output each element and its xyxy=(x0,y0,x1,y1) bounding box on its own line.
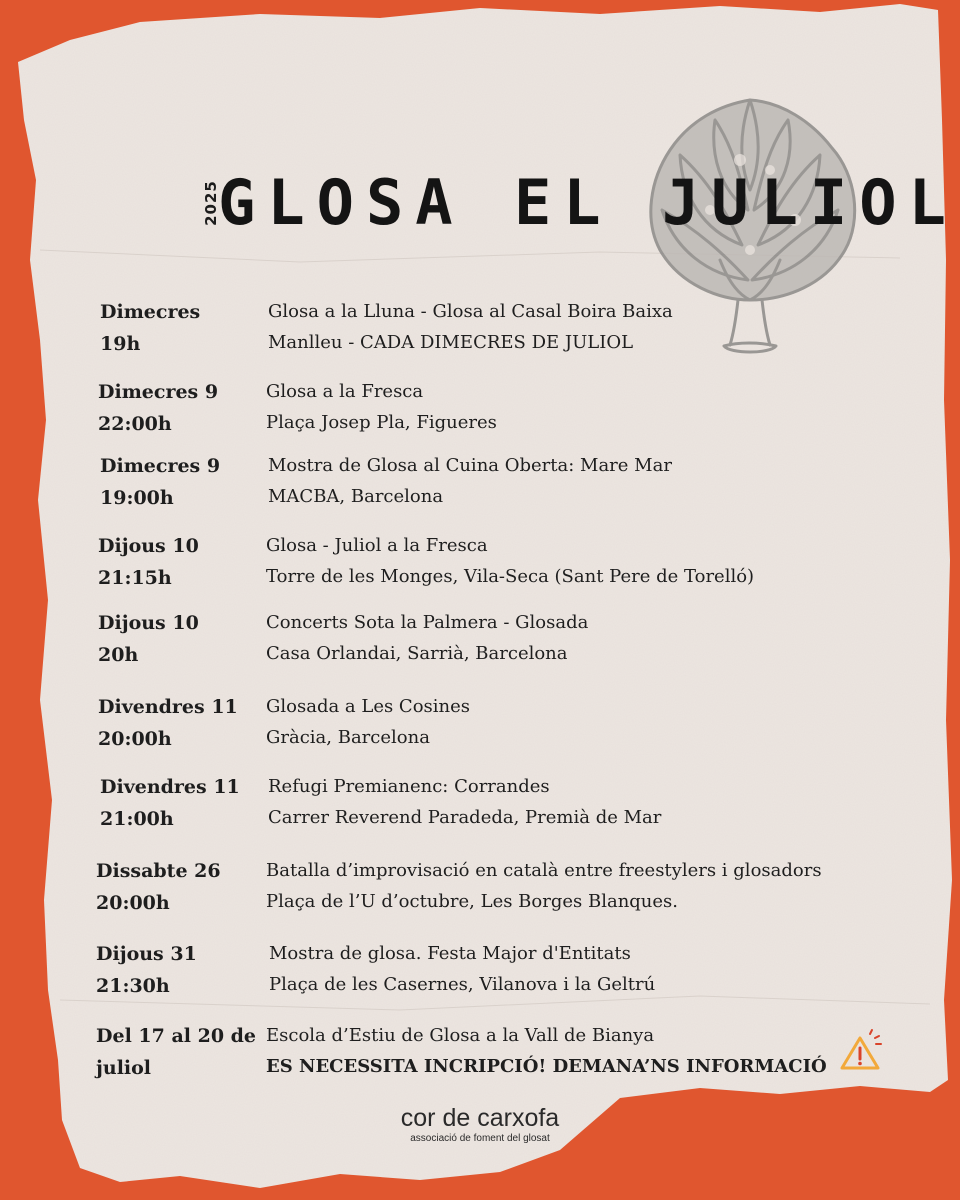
event-datetime xyxy=(100,771,265,835)
event-details xyxy=(266,607,588,669)
event-details xyxy=(266,691,470,753)
event-title: Mostra de Glosa al Cuina Oberta: Mare Mar xyxy=(268,455,672,476)
event-day: Dijous 10 xyxy=(98,535,199,557)
event-place: Plaça de les Casernes, Vilanova i la Geltrú xyxy=(269,974,656,995)
event-place: Gràcia, Barcelona xyxy=(266,727,430,748)
event-place: Plaça Josep Pla, Figueres xyxy=(266,412,497,433)
event-item xyxy=(98,376,898,440)
event-title: Batalla d’improvisació en català entre freestylers i glosadors xyxy=(266,860,822,881)
event-place: Manlleu - CADA DIMECRES DE JULIOL xyxy=(268,332,634,353)
event-item xyxy=(98,530,898,594)
event-day: Dimecres 9 xyxy=(98,381,219,403)
event-day: Del 17 al 20 de xyxy=(96,1025,257,1047)
event-place: ES NECESSITA INCRIPCIÓ! DEMANA’NS INFORMACIÓ xyxy=(266,1056,827,1077)
event-details xyxy=(266,1020,827,1082)
event-details xyxy=(266,855,822,917)
event-place: Casa Orlandai, Sarrià, Barcelona xyxy=(266,643,568,664)
event-item xyxy=(98,607,898,671)
event-details xyxy=(266,376,497,438)
event-place: Torre de les Monges, Vila-Seca (Sant Pere de Torelló) xyxy=(266,566,755,587)
event-datetime xyxy=(100,450,265,514)
event-title: Glosa a la Lluna - Glosa al Casal Boira Baixa xyxy=(268,301,673,322)
event-day: Dimecres xyxy=(100,301,201,323)
event-title: Mostra de glosa. Festa Major d'Entitats xyxy=(269,943,631,964)
event-time: 19:00h xyxy=(100,487,174,509)
event-item xyxy=(96,855,896,919)
event-time: 21:30h xyxy=(96,975,170,997)
poster-header xyxy=(188,160,958,240)
event-place: Plaça de l’U d’octubre, Les Borges Blanques. xyxy=(266,891,679,912)
event-details xyxy=(268,771,661,833)
event-title: Refugi Premianenc: Corrandes xyxy=(268,776,550,797)
event-day: Divendres 11 xyxy=(98,696,238,718)
event-time: 21:15h xyxy=(98,567,172,589)
event-day: Dissabte 26 xyxy=(96,860,221,882)
event-title: Escola d’Estiu de Glosa a la Vall de Bianya xyxy=(266,1025,655,1046)
event-item xyxy=(100,296,900,360)
event-item xyxy=(100,450,900,514)
event-datetime xyxy=(96,938,261,1002)
event-datetime xyxy=(96,855,261,919)
footer-brand: cor de carxofa xyxy=(400,1104,560,1132)
event-item xyxy=(100,771,900,835)
event-details xyxy=(268,450,672,512)
event-details xyxy=(268,296,673,358)
event-title: Glosa - Juliol a la Fresca xyxy=(266,535,488,556)
event-place: Carrer Reverend Paradeda, Premià de Mar xyxy=(268,807,662,828)
event-title: Glosa a la Fresca xyxy=(266,381,424,402)
event-details xyxy=(266,530,754,592)
event-datetime xyxy=(98,376,263,440)
event-time: 22:00h xyxy=(98,413,172,435)
event-item xyxy=(96,1020,896,1084)
event-day: Divendres 11 xyxy=(100,776,240,798)
footer-tagline: associació de foment del glosat xyxy=(410,1133,550,1144)
event-time: juliol xyxy=(96,1057,152,1079)
event-title: Glosada a Les Cosines xyxy=(266,696,471,717)
event-datetime xyxy=(100,296,265,360)
event-datetime xyxy=(96,1020,261,1084)
event-item xyxy=(96,938,896,1002)
event-datetime xyxy=(98,607,263,671)
event-day: Dijous 10 xyxy=(98,612,199,634)
event-time: 21:00h xyxy=(100,808,174,830)
event-item xyxy=(98,691,898,755)
warning-icon xyxy=(836,1028,884,1076)
footer-logo xyxy=(380,1104,580,1146)
event-details xyxy=(269,938,655,1000)
event-datetime xyxy=(98,530,263,594)
event-time: 20h xyxy=(98,644,139,666)
poster-title: GLOSA EL JULIOL xyxy=(218,166,958,239)
event-title: Concerts Sota la Palmera - Glosada xyxy=(266,612,589,633)
poster-year: 2025 xyxy=(201,180,220,226)
event-day: Dimecres 9 xyxy=(100,455,221,477)
event-day: Dijous 31 xyxy=(96,943,197,965)
event-time: 20:00h xyxy=(98,728,172,750)
event-time: 20:00h xyxy=(96,892,170,914)
event-time: 19h xyxy=(100,333,141,355)
event-place: MACBA, Barcelona xyxy=(268,486,444,507)
event-datetime xyxy=(98,691,263,755)
